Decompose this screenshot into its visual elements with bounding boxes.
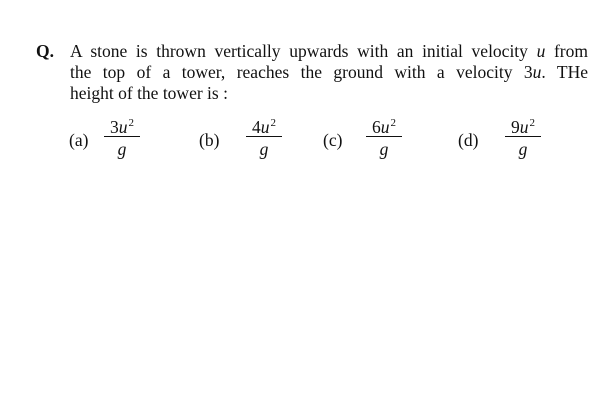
- option-a-label: (a): [69, 130, 89, 150]
- option-d-label: (d): [458, 130, 479, 150]
- question-label: Q.: [36, 41, 54, 61]
- option-b-fraction: [246, 112, 282, 159]
- option-d-denominator: g: [518, 139, 528, 159]
- option-d-numerator: $9u^2$: [511, 117, 535, 137]
- question-line-1: A stone is thrown vertically upwards with an initial velocity u from: [70, 41, 589, 61]
- option-c-denominator: g: [379, 139, 389, 159]
- option-c-numerator: $6u^2$: [372, 117, 396, 137]
- question-line-2: the top of a tower, reaches the ground with a velocity 3u. THe: [70, 62, 588, 82]
- option-a-numerator: $3u^2$: [110, 117, 134, 137]
- option-c-label: (c): [323, 130, 343, 150]
- question-line-3: height of the tower is :: [70, 83, 228, 103]
- option-a-denominator: g: [117, 139, 127, 159]
- option-b-numerator: $4u^2$: [252, 117, 276, 137]
- option-b-label: (b): [199, 130, 220, 150]
- option-c-fraction: [366, 112, 402, 159]
- option-b-denominator: g: [259, 139, 269, 159]
- option-a-fraction: [104, 112, 140, 159]
- question-text: [70, 41, 588, 104]
- option-d-fraction: [505, 112, 541, 159]
